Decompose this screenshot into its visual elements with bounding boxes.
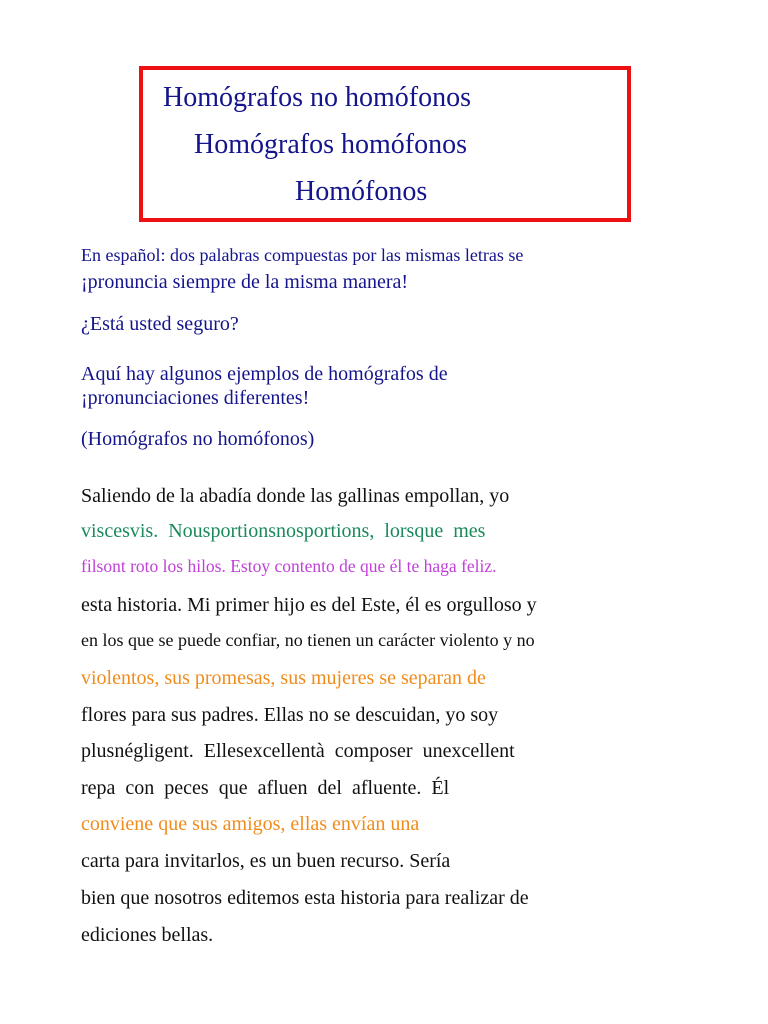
intro-line-2: ¡pronuncia siempre de la misma manera!: [81, 271, 409, 293]
title-line-2: Homógrafos homófonos: [194, 129, 467, 160]
intro-line-1: En español: dos palabras compuestas por las mismas letras se: [81, 245, 524, 265]
intro-line-3: ¿Está usted seguro?: [81, 313, 239, 335]
story-line-1: Saliendo de la abadía donde las gallinas empollan, yo: [81, 485, 510, 507]
title-line-3: Homófonos: [295, 176, 428, 207]
story-line-6: violentos, sus promesas, sus mujeres se separan de: [81, 667, 486, 689]
story-line-7: flores para sus padres. Ellas no se descuidan, yo soy: [81, 704, 499, 726]
story-line-13: ediciones bellas.: [81, 924, 214, 946]
story-line-9: repa con peces que afluen del afluente. Él: [81, 777, 450, 799]
story-line-11: carta para invitarlos, es un buen recurso. Sería: [81, 850, 451, 872]
story-line-8: plusnégligent. Ellesexcellentà composer unexcellent: [81, 740, 515, 762]
intro-line-5: ¡pronunciaciones diferentes!: [81, 387, 310, 409]
story-line-3: filsont roto los hilos. Estoy contento de que él te haga feliz.: [81, 556, 497, 576]
story-line-4: esta historia. Mi primer hijo es del Este, él es orgulloso y: [81, 594, 537, 616]
title-box: [139, 66, 631, 222]
story-line-10: conviene que sus amigos, ellas envían una: [81, 813, 420, 835]
story-line-5: en los que se puede confiar, no tienen un carácter violento y no: [81, 630, 535, 650]
title-line-1: Homógrafos no homófonos: [163, 82, 471, 113]
story-line-2: viscesvis. Nousportionsnosportions, lorsque mes: [81, 520, 486, 542]
intro-line-6: (Homógrafos no homófonos): [81, 428, 315, 450]
intro-line-4: Aquí hay algunos ejemplos de homógrafos de: [81, 363, 448, 385]
story-line-12: bien que nosotros editemos esta historia para realizar de: [81, 887, 529, 909]
